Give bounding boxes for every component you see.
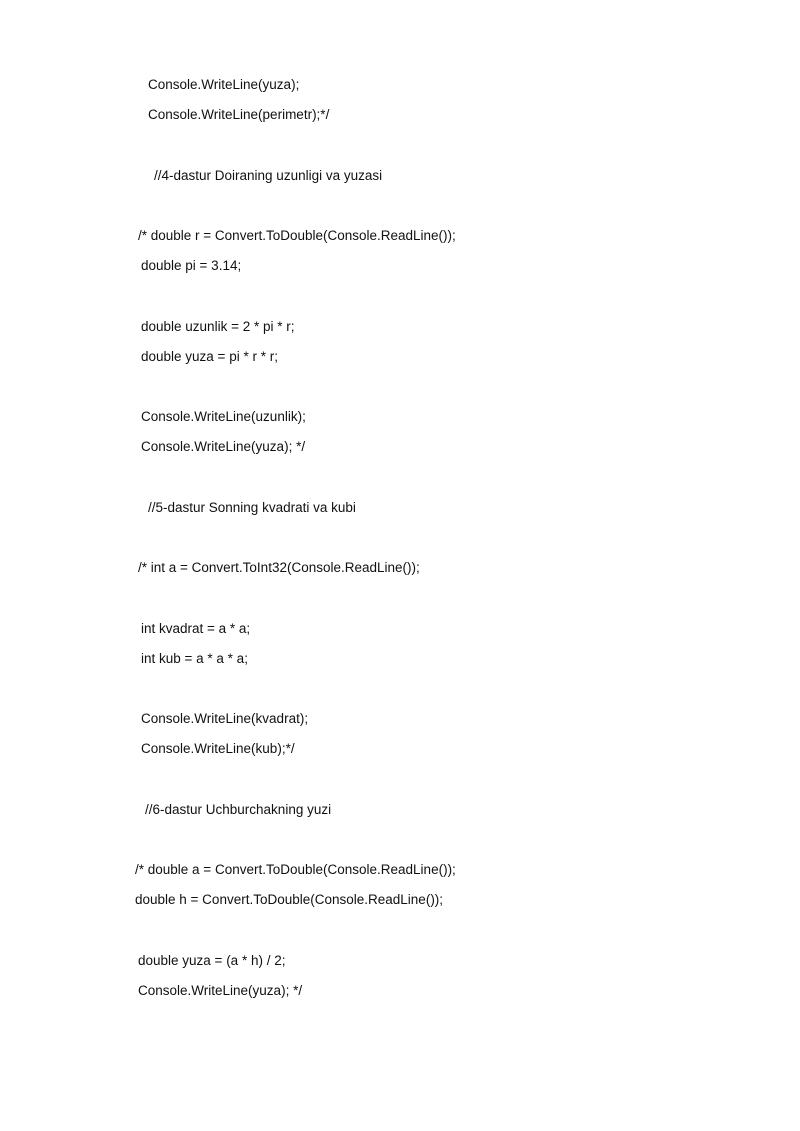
code-line: int kvadrat = a * a; — [141, 621, 251, 636]
code-line: Console.WriteLine(kub);*/ — [141, 741, 295, 756]
section-comment-6: //6-dastur Uchburchakning yuzi — [145, 802, 332, 817]
code-line: int kub = a * a * a; — [141, 651, 248, 666]
code-line: Console.WriteLine(perimetr);*/ — [148, 107, 330, 122]
code-line: double yuza = pi * r * r; — [141, 349, 278, 364]
code-line: double h = Convert.ToDouble(Console.ReadLine()); — [135, 892, 444, 907]
code-line: /* int a = Convert.ToInt32(Console.ReadLine()); — [138, 560, 420, 575]
code-line: Console.WriteLine(kvadrat); — [141, 711, 309, 726]
section-comment-5: //5-dastur Sonning kvadrati va kubi — [148, 500, 356, 515]
section-comment-4: //4-dastur Doiraning uzunligi va yuzasi — [154, 168, 383, 183]
code-line: Console.WriteLine(yuza); */ — [138, 983, 303, 998]
code-line: Console.WriteLine(uzunlik); — [141, 409, 306, 424]
code-line: double pi = 3.14; — [141, 258, 242, 273]
code-line: double uzunlik = 2 * pi * r; — [141, 319, 295, 334]
code-line: /* double a = Convert.ToDouble(Console.ReadLine()); — [135, 862, 456, 877]
code-line: Console.WriteLine(yuza); */ — [141, 439, 306, 454]
code-line: double yuza = (a * h) / 2; — [138, 953, 286, 968]
code-line: Console.WriteLine(yuza); — [148, 77, 300, 92]
code-line: /* double r = Convert.ToDouble(Console.ReadLine()); — [138, 228, 456, 243]
